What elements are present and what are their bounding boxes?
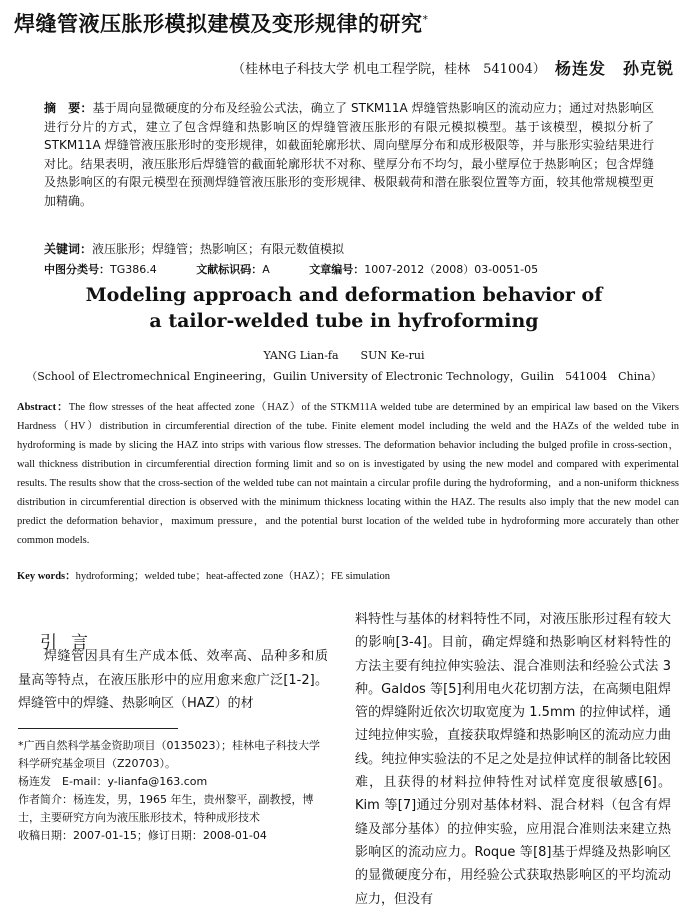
keywords-en-label: Key words： [17,571,76,582]
header-affiliation-row [232,58,674,77]
abstract-en [17,398,679,550]
abstract-zh [44,99,654,210]
keywords-en-text: hydroforming；welded tube；heat-affected zone（HAZ）；FE simulation [75,571,391,582]
authors-en: YANG Lian-fa SUN Ke-rui [263,349,425,362]
intro-heading: 引言 [40,633,102,653]
abstract-zh-label: 摘 要： [44,101,93,115]
intro-paragraph: 焊缝管因具有生产成本低、效率高、品种多和质量高等特点，在液压胀形中的应用愈来愈广泛[1-2]。焊缝管中的焊缝、热影响区（HAZ）的材 [18,649,328,711]
keywords-zh [44,240,344,257]
affiliation-zh: （桂林电子科技大学 机电工程学院，桂林 541004） [232,62,546,77]
footnote-dates: 收稿日期：2007-01-15；修订日期：2008-01-04 [18,829,267,842]
keywords-zh-label: 关键词： [44,242,93,256]
footnote-fund: *广西自然科学基金资助项目（0135023）；桂林电子科技大学科学研究基金项目（Z20703）。 [18,739,320,770]
document-code: 文献标识码：A [196,263,270,276]
abstract-en-label: Abstract： [17,402,69,413]
affiliation-en: （School of Electromechnical Engineering，Guilin University of Electronic Technology，Guilin 541004 China） [26,370,662,383]
classification-row [44,261,574,277]
keywords-zh-text: 液压胀形；焊缝管；热影响区；有限元数值模拟 [92,242,345,256]
right-column-paragraph: 料特性与基体的材料特性不同，对液压胀形过程有较大的影响[3-4]。目前，确定焊缝和热影响区材料特性的方法主要有纯拉伸实验法、混合准则法和经验公式法 3 种。Galdos 等[5]利用电火花切割方法，在高频电阻焊管的焊缝附近依次切取宽度为 1.5mm 的拉伸试样，通过纯拉伸实验，直接获取焊缝和热影响区的流动应力曲线。纯拉伸实验法的不足之处是拉伸试样的制备比较困难，且获得的材料拉伸特性对试样宽度很敏感[6]。Kim 等[7]通过分别对基体材料、混合材料（包含有焊缝及部分基体）的拉伸实验，应用混合准则法来建立热影响区的流动应力。Roque 等[8]基于焊缝及热影响区的显微硬度分布，用经验公式获取热影响区的平均流动应力，但没有 [355,612,671,907]
article-number: 文章编号：1007-2012（2008）03-0051-05 [309,263,539,276]
paper-title-zh: 焊缝管液压胀形模拟建模及变形规律的研究* [14,12,429,36]
keywords-en [17,568,390,583]
intro-body-left [18,645,328,716]
title-footnote-mark: * [422,13,429,26]
footnote-rule [18,728,178,729]
paper-title-en [0,282,688,334]
footnote-contact: 杨连发 E-mail：y-lianfa@163.com [18,775,208,788]
title-en-line1: Modeling approach and deformation behavior of [85,284,603,306]
authors-zh: 杨连发 孙克锐 [554,59,674,78]
abstract-zh-text: 基于周向显微硬度的分布及经验公式法，确立了 STKM11A 焊缝管热影响区的流动应力；通过对热影响区进行分片的方式，建立了包含焊缝和热影响区的焊缝管液压胀形的有限元模拟模型。基于该模型，模拟分析了 STKM11A 焊缝管液压胀形时的变形规律，如截面轮廓形状、周向壁厚分布和成形极限等，并与胀形实验结果进行对比。结果表明，液压胀形后焊缝管的截面轮廓形状不对称、壁厚分布不均匀，最小壁厚位于热影响区；包含焊缝及热影响区的有限元模型在预测焊缝管液压胀形的变形规律、极限载荷和潜在胀裂位置等方面，较其他常规模型更加精确。 [44,101,654,208]
right-column-body [355,608,671,911]
clc-code: 中图分类号：TG386.4 [44,263,157,276]
footnotes [18,737,328,845]
footnote-bio: 作者简介：杨连发，男，1965 年生，贵州黎平，副教授，博士，主要研究方向为液压胀形技术，特种成形技术 [18,793,314,824]
title-en-line2: a tailor-welded tube in hyfroforming [149,310,539,332]
abstract-en-text: The flow stresses of the heat affected zone（HAZ）of the STKM11A welded tube are determined by an empirical law based on the Vikers Hardness（HV）distribution in circumferential direction of the tube. Finite element model including the weld and the HAZs of the welded tube in hydroforming is made by slicing the HAZ into strips with various flow stresses. The deformation behavior including the bulged profile in cross-section，wall thickness distribution in circumferential direction forming limit and so on is investigated by using the new model and compared with experimental results. The results show that the cross-section of the welded tube can not maintain a circular profile during the hydroforming，and a non-uniform thickness distribution in circumferential direction is observed with the minimum thickness locating within the HAZ. The results also imply that the new model can predict the deformation behavior，maximum pressure，and the potential burst location of the welded tube in hydroforming more accurately than other common models. [17,402,680,546]
